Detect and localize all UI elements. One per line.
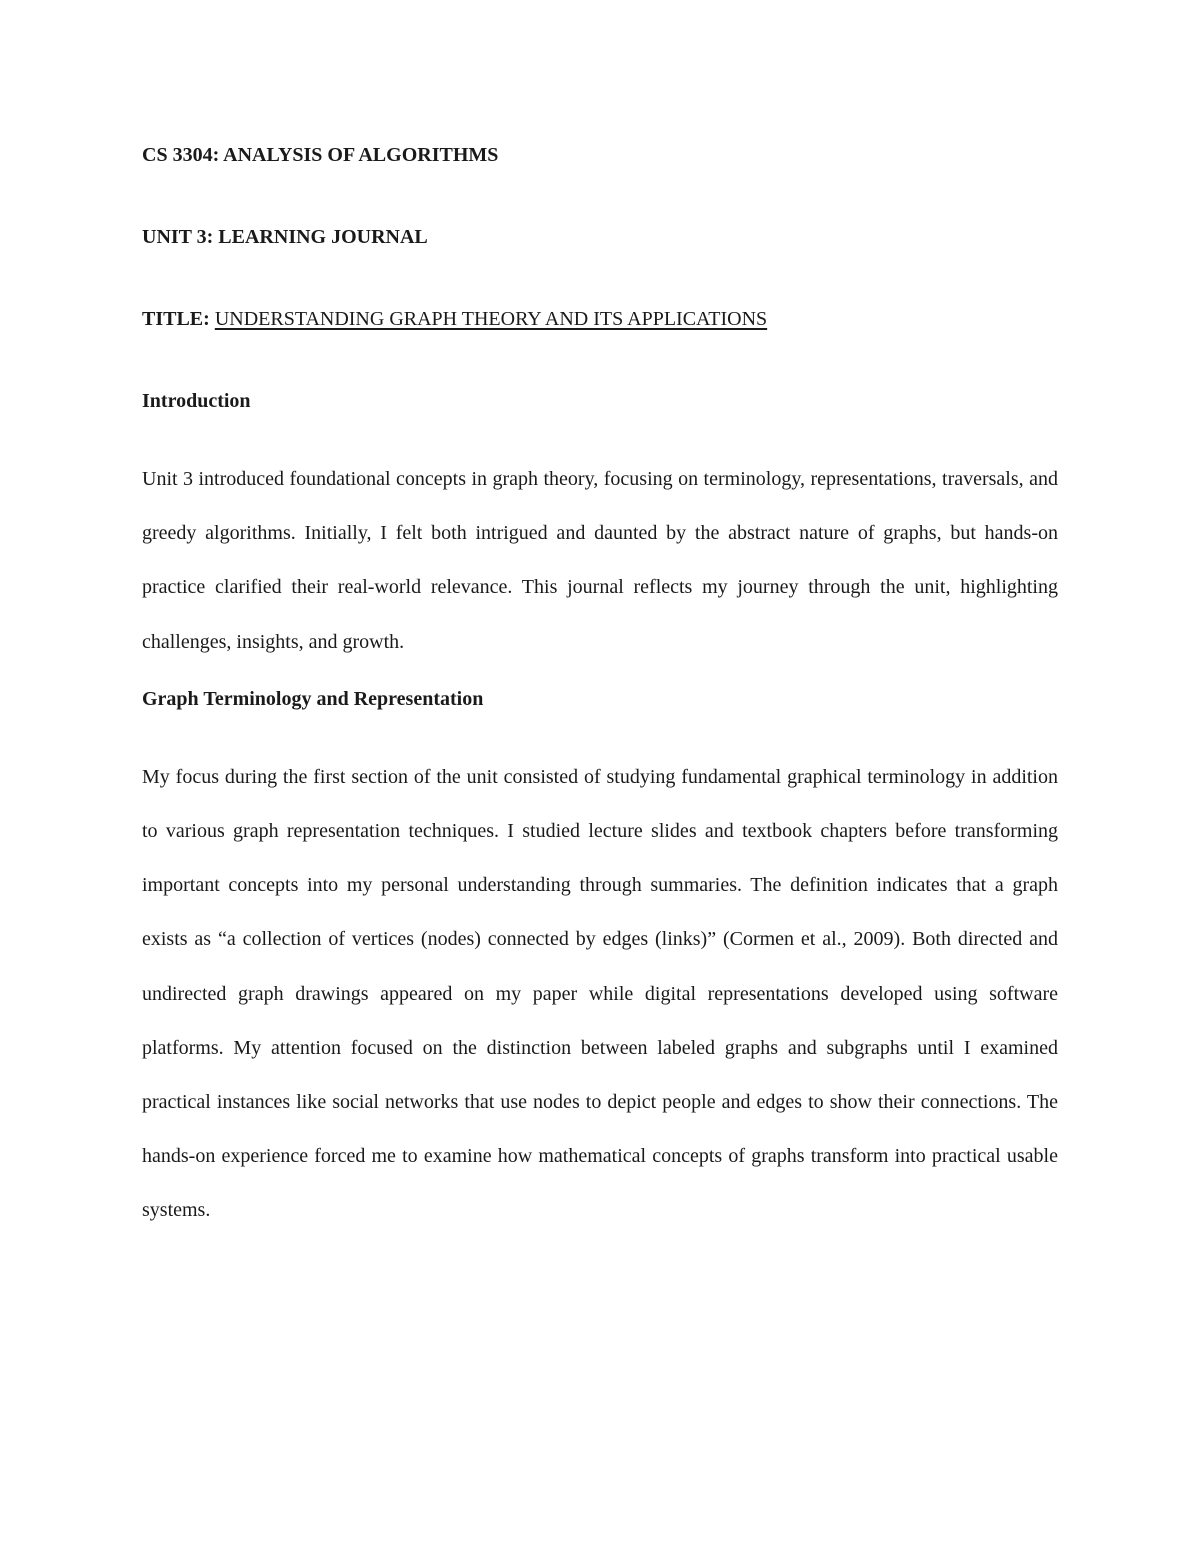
title-label: TITLE: bbox=[142, 308, 210, 330]
unit-heading: UNIT 3: LEARNING JOURNAL bbox=[142, 226, 428, 248]
section-body-graph-terminology: My focus during the first section of the unit consisted of studying fundamental graphical terminology in addition to various graph representation techniques. I studied lecture slides and textbook chapters before transforming important concepts into my personal understanding through summaries. The definition indicates that a graph exists as “a collection of vertices (nodes) connected by edges (links)” (Cormen et al., 2009). Both directed and undirected graph drawings appeared on my paper while digital representations developed using software platforms. My attention focused on the distinction between labeled graphs and subgraphs until I examined practical instances like social networks that use nodes to depict people and edges to show their connections. The hands-on experience forced me to examine how mathematical concepts of graphs transform into practical usable systems. bbox=[142, 765, 1058, 1222]
course-heading: CS 3304: ANALYSIS OF ALGORITHMS bbox=[142, 144, 499, 166]
document-content bbox=[142, 138, 1058, 1238]
title-value: UNDERSTANDING GRAPH THEORY AND ITS APPLICATIONS bbox=[214, 308, 768, 330]
section-heading-graph-terminology: Graph Terminology and Representation bbox=[142, 687, 484, 710]
section-heading-introduction: Introduction bbox=[142, 390, 251, 412]
title-line bbox=[142, 302, 1058, 336]
section-body-introduction: Unit 3 introduced foundational concepts in graph theory, focusing on terminology, representations, traversals, and greedy algorithms. Initially, I felt both intrigued and daunted by the abstract nature of graphs, but hands-on practice clarified their real-world relevance. This journal reflects my journey through the unit, highlighting challenges, insights, and growth. bbox=[142, 468, 1058, 653]
